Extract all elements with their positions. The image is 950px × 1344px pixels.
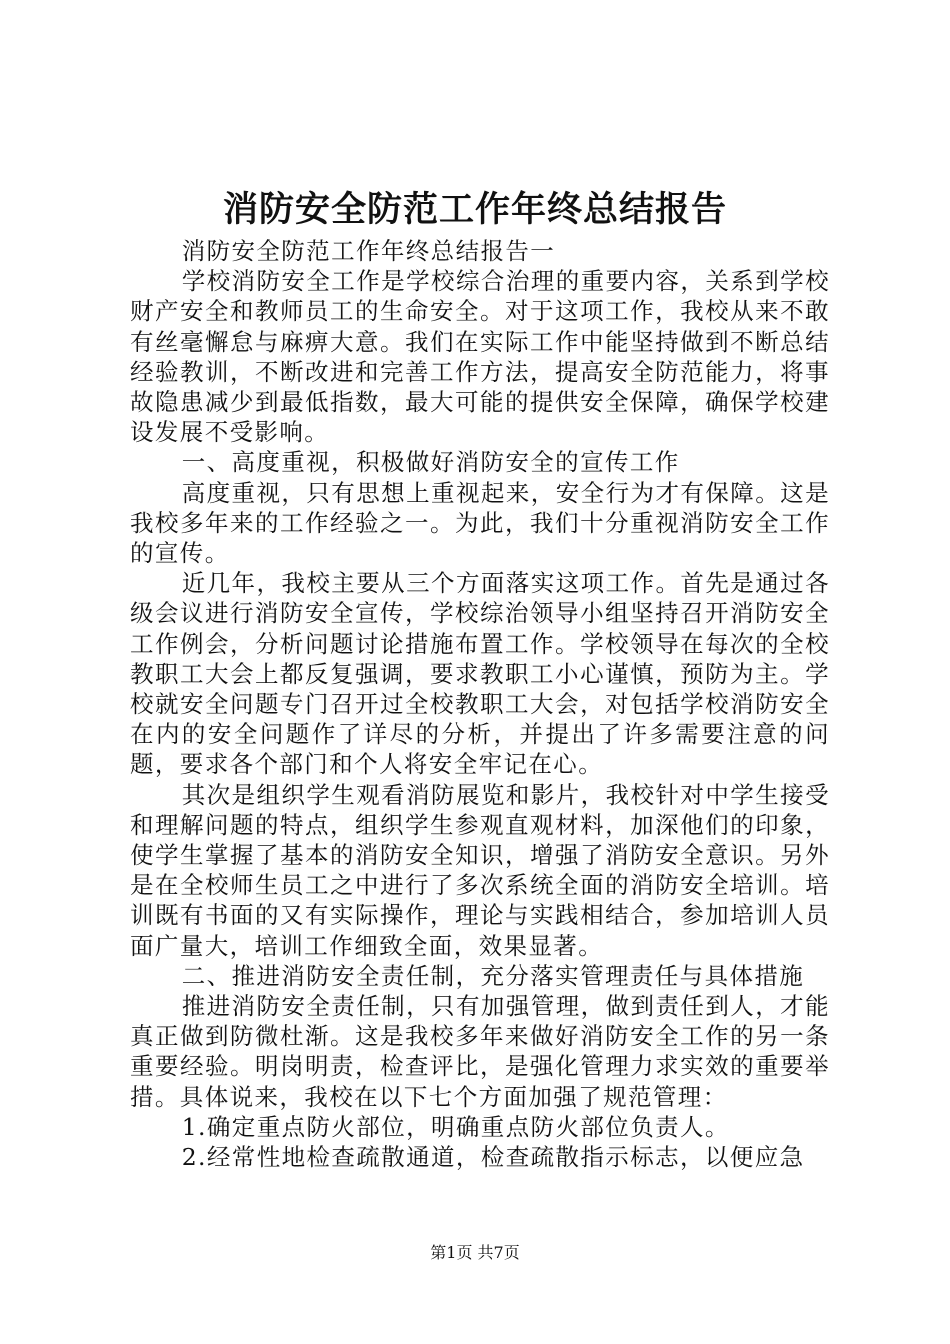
body-paragraph: 学校消防安全工作是学校综合治理的重要内容，关系到学校财产安全和教师员工的生命安全。对于这项工作，我校从来不敢有丝毫懈怠与麻痹大意。我们在实际工作中能坚持做到不断总结经验教训，不断改进和完善工作方法，提高安全防范能力，将事故隐患减少到最低指数，最大可能的提供安全保障，确保学校建设发展不受影响。 (130, 267, 830, 447)
list-item: 2.经常性地检查疏散通道，检查疏散指示标志，以便应急 (181, 1143, 805, 1172)
subtitle-paragraph: 消防安全防范工作年终总结报告一 (181, 237, 556, 265)
section-heading: 二、推进消防安全责任制，充分落实管理责任与具体措施 (181, 961, 805, 990)
body-paragraph: 近几年，我校主要从三个方面落实这项工作。首先是通过各级会议进行消防安全宣传，学校综治领导小组坚持召开消防安全工作例会，分析问题讨论措施布置工作。学校领导在每次的全校教职工大会上都反复强调，要求教职工小心谨慎，预防为主。学校就安全问题专门召开过全校教职工大会，对包括学校消防安全在内的安全问题作了详尽的分析，并提出了许多需要注意的问题，要求各个部门和个人将安全牢记在心。 (130, 569, 830, 779)
list-item: 1.确定重点防火部位，明确重点防火部位负责人。 (181, 1112, 730, 1141)
section-heading: 一、高度重视，积极做好消防安全的宣传工作 (181, 448, 680, 477)
body-paragraph: 高度重视，只有思想上重视起来，安全行为才有保障。这是我校多年来的工作经验之一。为此，我们十分重视消防安全工作的宣传。 (130, 478, 830, 568)
document-title: 消防安全防范工作年终总结报告 (222, 189, 727, 230)
body-paragraph: 推进消防安全责任制，只有加强管理，做到责任到人，才能真正做到防微杜渐。这是我校多年来做好消防安全工作的另一条重要经验。明岗明责，检查评比，是强化管理力求实效的重要举措。具体说来，我校在以下七个方面加强了规范管理： (130, 992, 830, 1111)
body-paragraph: 其次是组织学生观看消防展览和影片，我校针对中学生接受和理解问题的特点，组织学生参观直观材料，加深他们的印象，使学生掌握了基本的消防安全知识，增强了消防安全意识。另外是在全校师生员工之中进行了多次系统全面的消防安全培训。培训既有书面的又有实际操作，理论与实践相结合，参加培训人员面广量大，培训工作细致全面，效果显著。 (130, 780, 830, 960)
page-number-footer: 第1页 共7页 (430, 1243, 520, 1262)
document-body (130, 236, 830, 1172)
